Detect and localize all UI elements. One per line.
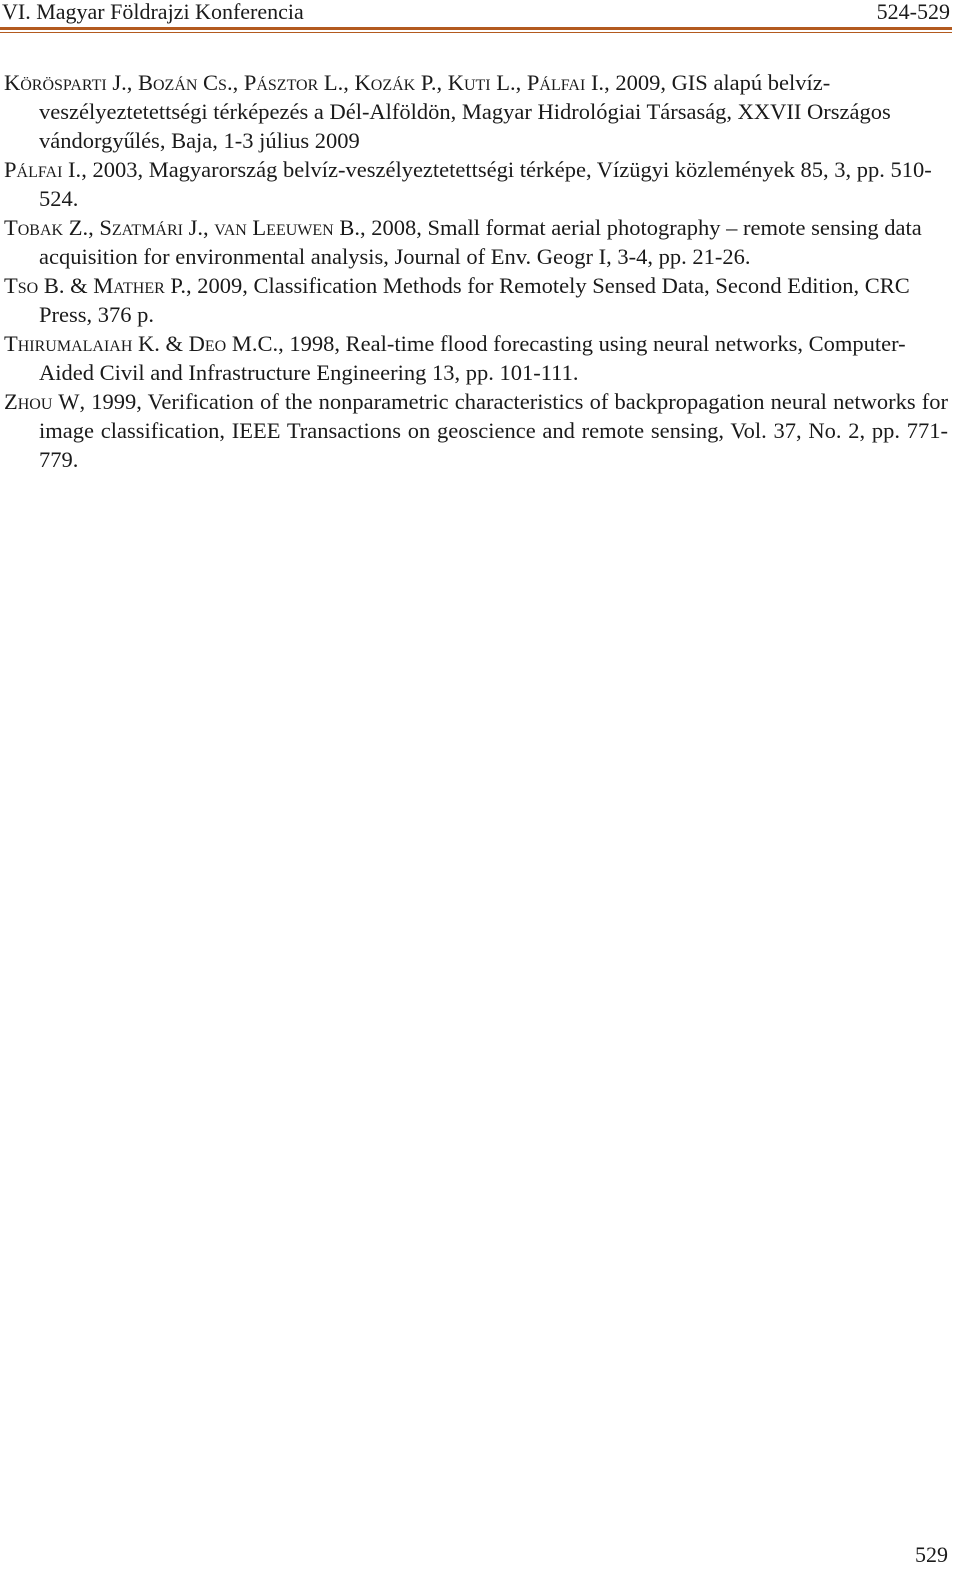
reference-list [4, 68, 948, 474]
reference-text: , 2003, Magyarország belvíz-veszélyeztetettségi térképe, Vízügyi közlemények 85, 3, pp. 510-524. [39, 157, 932, 211]
header-rule-thick [0, 27, 952, 30]
reference-authors: Pálfai I. [4, 157, 82, 182]
reference-authors: Tobak Z., Szatmári J., van Leeuwen B. [4, 215, 360, 240]
reference-text: , 2009, GIS alapú belvíz-veszélyeztetettségi térképezés a Dél-Alföldön, Magyar Hidrológiai Társaság, XXVII Országos vándorgyűlés, Baja, 1-3 július 2009 [39, 70, 891, 153]
reference-text: , 1999, Verification of the nonparametric characteristics of backpropagation neural networks for image classification, IEEE Transactions on geoscience and remote sensing, Vol. 37, No. 2, pp. 771-779. [39, 389, 948, 472]
reference-item [4, 213, 948, 271]
reference-authors: Körösparti J., Bozán Cs., Pásztor L., Kozák P., Kuti L., Pálfai I. [4, 70, 605, 95]
reference-text: , 2009, Classification Methods for Remotely Sensed Data, Second Edition, CRC Press, 376 p. [39, 273, 910, 327]
reference-item [4, 387, 948, 474]
reference-authors: Thirumalaiah K. & Deo M.C. [4, 331, 279, 356]
reference-text: , 1998, Real-time flood forecasting using neural networks, Computer-Aided Civil and Infrastructure Engineering 13, pp. 101-111. [39, 331, 906, 385]
reference-authors: Zhou W [4, 389, 80, 414]
page-number: 529 [915, 1542, 948, 1567]
conference-title: VI. Magyar Földrajzi Konferencia [2, 0, 304, 24]
reference-authors: Tso B. & Mather P. [4, 273, 187, 298]
header-rule-thin [0, 32, 952, 33]
page-range: 524-529 [876, 0, 950, 24]
reference-item [4, 68, 948, 155]
reference-text: , 2008, Small format aerial photography – remote sensing data acquisition for environmental analysis, Journal of Env. Geogr I, 3-4, pp. 21-26. [39, 215, 922, 269]
running-header [0, 0, 952, 26]
reference-item [4, 271, 948, 329]
reference-item [4, 155, 948, 213]
reference-item [4, 329, 948, 387]
